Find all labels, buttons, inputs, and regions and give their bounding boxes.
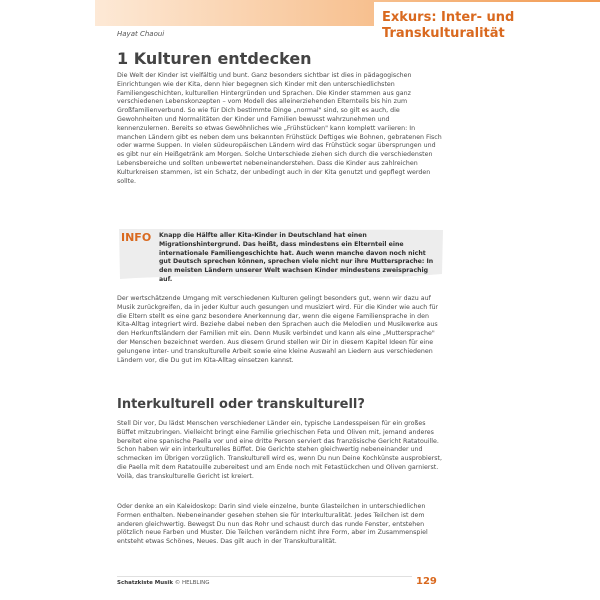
- footer-credit: [117, 580, 210, 586]
- kaleidoscope-paragraph: Oder denke an ein Kaleidoskop: Darin sind viele einzelne, bunte Glasteilchen in unterschiedlichen Formen enthalten. Nebeneinander gesehen stehen sie für Interkulturalität. Jedes Teilchen ist dem anderen gleichwertig. Bewegst Du nun das Rohr und schaust durch das runde Fenster, entstehen plötzlich neue Farben und Muster. Die Teilchen verändern nicht ihre Form, aber im Zusammenspiel entsteht etwas Schönes, Neues. Das gilt auch in der Transkulturalität.: [117, 503, 428, 546]
- footer-divider: [117, 576, 412, 577]
- info-text: Knapp die Hälfte aller Kita-Kinder in Deutschland hat einen Migrationshintergrund. Das heißt, dass mindestens ein Elternteil eine internationale Familiengeschichte hat. Auch wenn manche davon noch nicht gut Deutsch sprechen können, sprechen viele nicht nur ihre Muttersprache: In den meisten Ländern unserer Welt wachsen Kinder mindestens zweisprachig auf.: [159, 232, 434, 283]
- buffet-paragraph: Stell Dir vor, Du lädst Menschen verschiedener Länder ein, typische Landesspeisen für ein großes Büffet mitzubringen. Vielleicht bringt eine Familie griechischen Feta und Oliven mit, jemand anderes bereitet eine spanische Paella vor und eine dritte Person serviert das französische Gericht Ratatouille. Schon haben wir ein interkulturelles Büffet. Die Gerichte stehen gleichwertig nebeneinander und schmecken im Übrigen vorzüglich. Transkulturell wird es, wenn Du nun Deine Kochkünste ausprobierst, die Paella mit dem Ratatouille zubereitest und am Ende noch mit Fetastückchen und Oliven garnierst. Voilà, das transkulturelle Gericht ist kreiert.: [117, 420, 442, 480]
- exkurs-title: Exkurs: Inter- und Transkulturalität: [382, 10, 515, 41]
- info-box: [117, 227, 445, 281]
- intro-paragraph: Die Welt der Kinder ist vielfältig und bunt. Ganz besonders sichtbar ist dies in pädagogischen Einrichtungen wie der Kita, denn hier begegnen sich Kinder mit den unterschiedlichsten Familiengeschichten, kulturellen Hintergründen und Sprachen. Die Kinder stammen aus ganz verschiedenen Lebenskonzepten – vom Modell des alleinerziehenden Elternteils bis hin zum Großfamilienverbund. So wie für Dich bestimmte Dinge „normal" sind, so gilt es auch, die Gewohnheiten und Normalitäten der Kinder und Familien bewusst wahrzunehmen und kennenzulernen. Bereits so etwas Gewöhnliches wie „Frühstücken" kann komplett variieren: In manchen Ländern gibt es neben dem uns bekannten Frühstück Deftiges wie Bohnen, gebratenen Fisch oder warme Suppen. In vielen südeuropäischen Ländern wird das Frühstück sogar übersprungen und es gibt nur ein Heißgetränk am Morgen. Solche Unterschiede ziehen sich durch die verschiedensten Lebensbereiche und sollten unbewertet nebeneinanderstehen. Dass die Kinder aus zahlreichen Kulturkreisen stammen, ist ein Schatz, der unbedingt auch in der Kita genutzt und gepflegt werden sollte.: [117, 72, 442, 185]
- music-paragraph: Der wertschätzende Umgang mit verschiedenen Kulturen gelingt besonders gut, wenn wir dazu auf Musik zurückgreifen, da in jeder Kultur auch gesungen und musiziert wird. Für die Kinder wie auch für die Eltern stellt es eine ganz besondere Anerkennung dar, wenn die eigene Familiensprache in den Kita-Alltag integriert wird. Beziehe dabei neben den Sprachen auch die Melodien und Musikwerke aus den Herkunftsländern der Familien mit ein. Denn Musik verbindet und kann als eine „Muttersprache" der Menschen bezeichnet werden. Aus diesem Grund stellen wir Dir in diesem Kapitel Ideen für eine gelungene inter- und transkulturelle Arbeit sowie eine kleine Auswahl an Liedern aus verschiedenen Ländern vor, die Du gut im Kita-Alltag einsetzen kannst.: [117, 295, 439, 364]
- book-title: Schatzkiste Musik: [117, 580, 173, 586]
- subsection-heading: Interkulturell oder transkulturell?: [117, 397, 365, 412]
- author: Hayat Chaoui: [117, 30, 165, 38]
- page-number: 129: [416, 576, 437, 587]
- section-heading: 1 Kulturen entdecken: [117, 49, 312, 68]
- info-label: INFO: [121, 231, 152, 244]
- publisher: © HELBLING: [174, 580, 210, 586]
